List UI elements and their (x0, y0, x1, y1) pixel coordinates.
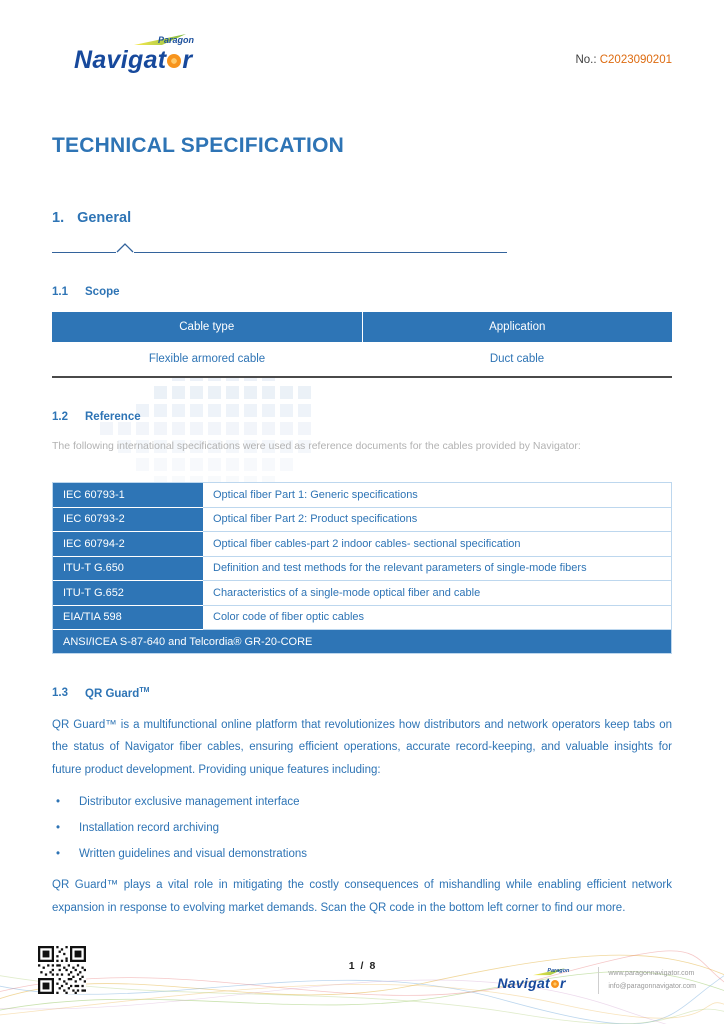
document-number-label: No.: (575, 54, 597, 66)
scope-table (52, 312, 672, 378)
section-general-heading (52, 210, 672, 226)
navigator-logo (74, 34, 224, 78)
reference-code: IEC 60793-1 (53, 483, 203, 508)
reference-description: Optical fiber cables-part 2 indoor cables- sectional specification (203, 532, 671, 557)
reference-description: Characteristics of a single-mode optical fiber and cable (203, 581, 671, 606)
list-item: • Written guidelines and visual demonstrations (56, 848, 307, 861)
table-row (53, 532, 671, 557)
bullet-icon: • (56, 822, 61, 835)
footer-brand (497, 967, 696, 994)
bullet-icon: • (56, 848, 61, 861)
logo-paragon-text: Paragon (547, 967, 570, 974)
table-row (53, 581, 671, 606)
reference-code: ITU-T G.650 (53, 557, 203, 582)
logo-wordmark: Navigat r (497, 974, 566, 991)
qrguard-paragraph-1: QR Guard™ is a multifunctional online platform that revolutionizes how distributors and network operators keep tabs on the status of Navigator fiber cables, ensuring efficient operations, accurate record-keeping, and valuable insights for future product development. Providing unique features including: (52, 718, 672, 776)
reference-description: Definition and test methods for the relevant parameters of single-mode fibers (203, 557, 671, 582)
table-row (53, 508, 671, 533)
table-row (52, 342, 672, 378)
page-separator: / (360, 960, 364, 972)
section-number: 1.2 (52, 411, 68, 423)
logo-o-icon (167, 54, 181, 68)
page-header (52, 0, 672, 78)
section-number: 1.3 (52, 687, 68, 699)
column-header: Application (362, 312, 673, 342)
list-item: • Distributor exclusive management interface (56, 796, 300, 809)
section-divider (52, 243, 507, 253)
page-title: TECHNICAL SPECIFICATION (52, 134, 344, 157)
section-number: 1. (52, 210, 65, 226)
reference-intro-text: The following international specifications were used as reference documents for the cables provided by Navigator: (52, 440, 581, 452)
footer-contact (608, 968, 696, 993)
navigator-logo-footer (497, 968, 589, 994)
footer-email: info@paragonnavigator.com (608, 982, 696, 990)
section-reference-heading (52, 411, 672, 423)
reference-code: IEC 60794-2 (53, 532, 203, 557)
logo-wordmark (74, 46, 192, 75)
reference-description: Optical fiber Part 2: Product specifications (203, 508, 671, 533)
footer-website: www.paragonnavigator.com (608, 969, 695, 977)
section-qrguard-heading (52, 687, 672, 700)
reference-footer-row: ANSI/ICEA S-87-640 and Telcordia® GR-20-CORE (53, 630, 671, 653)
page-current: 1 (348, 960, 355, 972)
table-row (53, 606, 671, 631)
table-cell: Duct cable (362, 342, 672, 376)
document-number (575, 54, 672, 66)
reference-description: Color code of fiber optic cables (203, 606, 671, 631)
section-label: General (77, 210, 132, 226)
logo-o-icon (551, 980, 559, 988)
reference-table (52, 482, 672, 654)
trademark-superscript: TM (139, 687, 150, 694)
section-scope-heading (52, 286, 672, 298)
reference-code: IEC 60793-2 (53, 508, 203, 533)
section-label: Scope (85, 286, 120, 298)
logo-text-post: r (182, 46, 193, 74)
qr-code (38, 946, 86, 999)
reference-code: ITU-T G.652 (53, 581, 203, 606)
qrguard-paragraph-2: QR Guard™ plays a vital role in mitigating the costly consequences of mishandling while enabling efficient network expansion in response to evolving market demands. Scan the QR code in the bottom left corner to find our more. (52, 879, 672, 914)
section-label: QR Guard™ (85, 687, 150, 700)
divider-caret-icon (116, 243, 134, 253)
reference-description: Optical fiber Part 1: Generic specifications (203, 483, 671, 508)
bullet-icon: • (56, 796, 61, 809)
list-item: • Installation record archiving (56, 822, 219, 835)
section-number: 1.1 (52, 286, 68, 298)
column-header: Cable type (179, 321, 235, 333)
page-total: 8 (369, 960, 376, 972)
footer-divider (598, 967, 599, 994)
table-cell: Flexible armored cable (52, 342, 362, 376)
scope-table-header (52, 312, 672, 342)
logo-text-pre: Navigat (74, 46, 167, 74)
section-label: Reference (85, 411, 141, 423)
table-row (53, 483, 671, 508)
feature-list (52, 796, 672, 860)
table-row (53, 557, 671, 582)
logo-paragon-text: Paragon (158, 35, 195, 45)
reference-code: EIA/TIA 598 (53, 606, 203, 631)
document-number-value: C2023090201 (599, 54, 672, 66)
